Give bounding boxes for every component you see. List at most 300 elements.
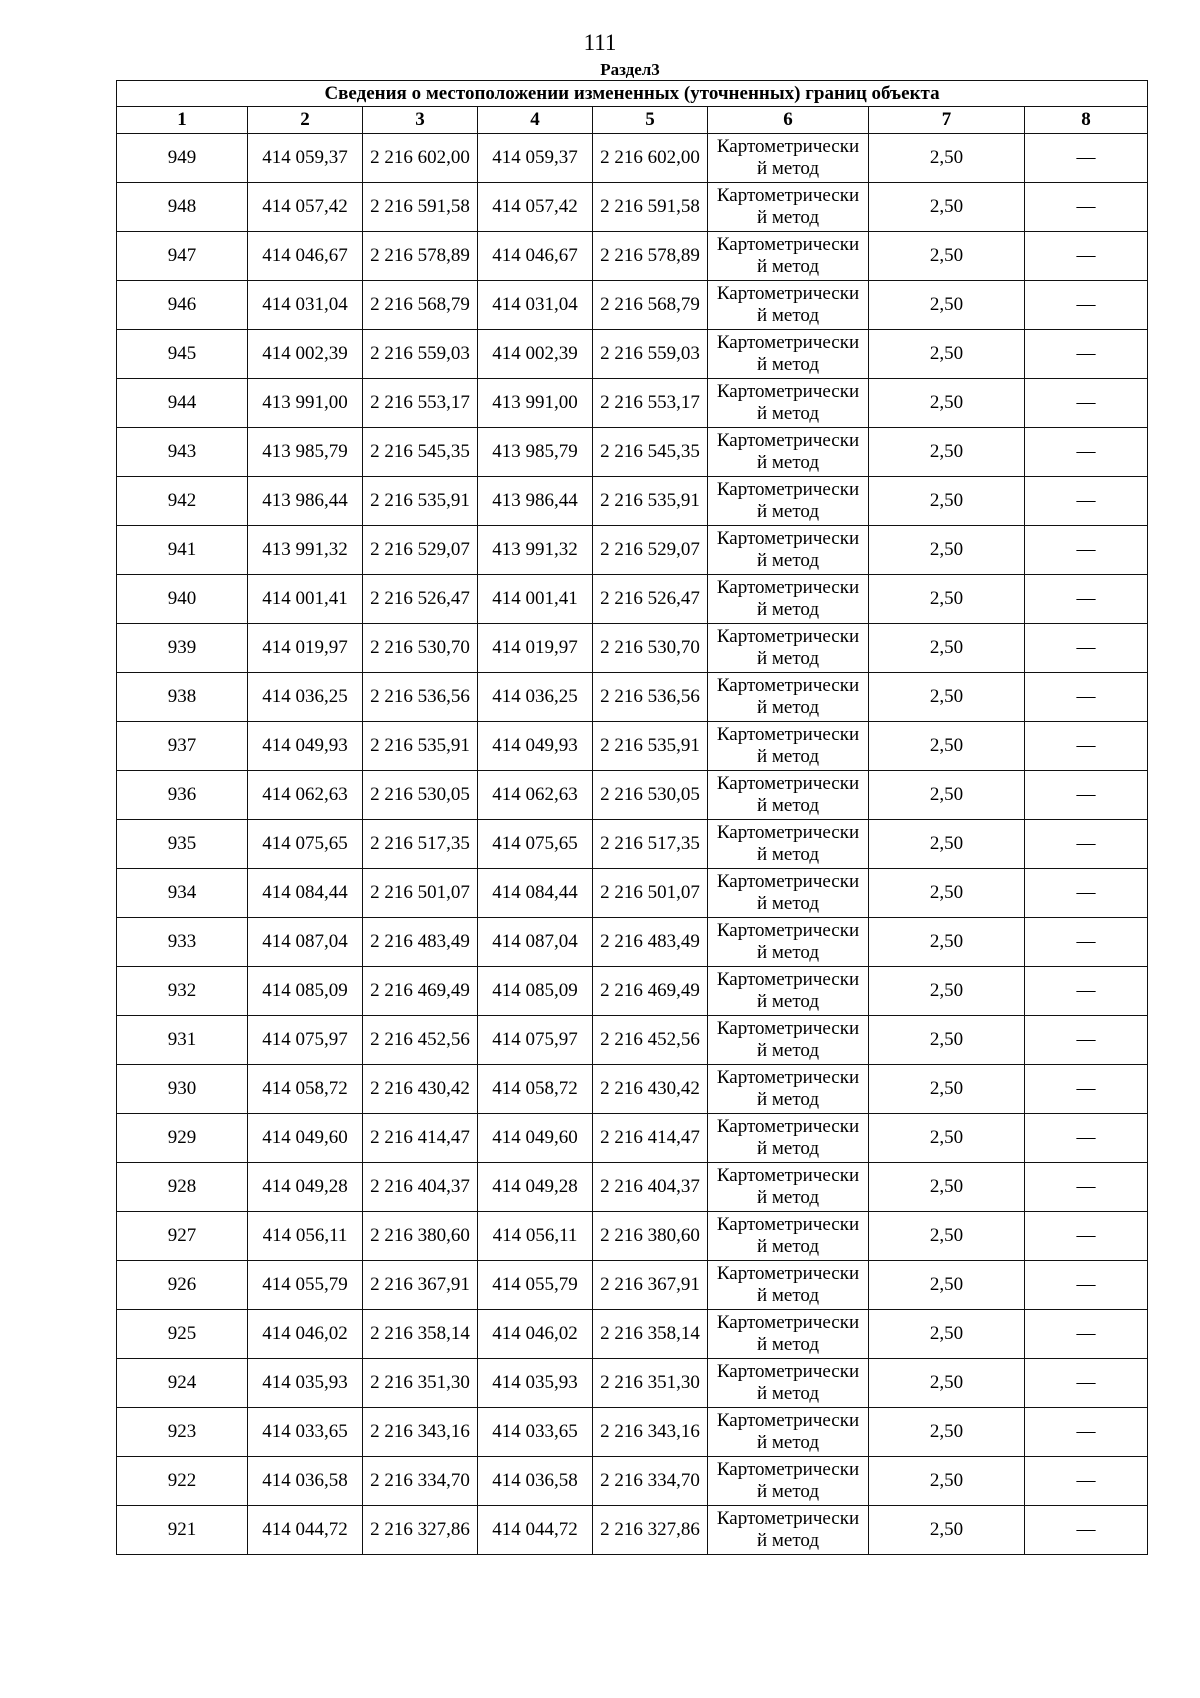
y-coordinate-cell: 2 216 535,91 — [593, 477, 708, 526]
x-coordinate-cell: 414 062,63 — [248, 771, 363, 820]
note-cell: — — [1025, 820, 1148, 869]
point-number-cell: 948 — [117, 183, 248, 232]
y-coordinate-cell: 2 216 578,89 — [363, 232, 478, 281]
x-coordinate-cell: 414 035,93 — [478, 1359, 593, 1408]
method-line: Картометрически — [716, 1165, 860, 1186]
note-cell: — — [1025, 379, 1148, 428]
method-line: Картометрически — [716, 1067, 860, 1088]
method-line: Картометрически — [716, 822, 860, 843]
note-cell: — — [1025, 1261, 1148, 1310]
method-cell — [708, 1506, 869, 1555]
method-cell — [708, 1163, 869, 1212]
table-row — [117, 428, 1148, 477]
note-cell: — — [1025, 1212, 1148, 1261]
method-line: Картометрически — [716, 675, 860, 696]
method-line: й метод — [756, 1530, 820, 1551]
y-coordinate-cell: 2 216 536,56 — [363, 673, 478, 722]
point-number-cell: 941 — [117, 526, 248, 575]
x-coordinate-cell: 414 075,97 — [478, 1016, 593, 1065]
accuracy-cell: 2,50 — [869, 232, 1025, 281]
note-cell: — — [1025, 526, 1148, 575]
method-line: Картометрически — [716, 430, 860, 451]
y-coordinate-cell: 2 216 404,37 — [363, 1163, 478, 1212]
method-line: Картометрически — [716, 1508, 860, 1529]
point-number-cell: 943 — [117, 428, 248, 477]
method-cell — [708, 1359, 869, 1408]
accuracy-cell: 2,50 — [869, 1359, 1025, 1408]
note-cell: — — [1025, 183, 1148, 232]
accuracy-cell: 2,50 — [869, 624, 1025, 673]
table-row — [117, 232, 1148, 281]
point-number-cell: 945 — [117, 330, 248, 379]
method-line: й метод — [756, 844, 820, 865]
table-row — [117, 134, 1148, 183]
y-coordinate-cell: 2 216 535,91 — [363, 477, 478, 526]
point-number-cell: 932 — [117, 967, 248, 1016]
x-coordinate-cell: 414 059,37 — [478, 134, 593, 183]
table-row — [117, 575, 1148, 624]
y-coordinate-cell: 2 216 578,89 — [593, 232, 708, 281]
accuracy-cell: 2,50 — [869, 477, 1025, 526]
method-line: Картометрически — [716, 969, 860, 990]
point-number-cell: 944 — [117, 379, 248, 428]
method-line: Картометрически — [716, 626, 860, 647]
point-number-cell: 930 — [117, 1065, 248, 1114]
note-cell: — — [1025, 624, 1148, 673]
method-cell — [708, 575, 869, 624]
method-line: й метод — [756, 256, 820, 277]
point-number-cell: 937 — [117, 722, 248, 771]
point-number-cell: 947 — [117, 232, 248, 281]
table-row — [117, 771, 1148, 820]
accuracy-cell: 2,50 — [869, 1261, 1025, 1310]
method-line: й метод — [756, 1138, 820, 1159]
y-coordinate-cell: 2 216 526,47 — [593, 575, 708, 624]
method-cell — [708, 722, 869, 771]
method-line: й метод — [756, 550, 820, 571]
table-row — [117, 183, 1148, 232]
point-number-cell: 938 — [117, 673, 248, 722]
y-coordinate-cell: 2 216 526,47 — [363, 575, 478, 624]
point-number-cell: 935 — [117, 820, 248, 869]
method-cell — [708, 1408, 869, 1457]
page-number: 111 — [583, 30, 617, 55]
y-coordinate-cell: 2 216 545,35 — [363, 428, 478, 477]
x-coordinate-cell: 414 033,65 — [478, 1408, 593, 1457]
accuracy-cell: 2,50 — [869, 1408, 1025, 1457]
x-coordinate-cell: 413 991,32 — [478, 526, 593, 575]
x-coordinate-cell: 414 085,09 — [478, 967, 593, 1016]
point-number-cell: 929 — [117, 1114, 248, 1163]
method-cell — [708, 673, 869, 722]
note-cell: — — [1025, 1065, 1148, 1114]
method-cell — [708, 1114, 869, 1163]
method-line: й метод — [756, 1334, 820, 1355]
y-coordinate-cell: 2 216 529,07 — [363, 526, 478, 575]
point-number-cell: 931 — [117, 1016, 248, 1065]
y-coordinate-cell: 2 216 591,58 — [593, 183, 708, 232]
table-row — [117, 330, 1148, 379]
accuracy-cell: 2,50 — [869, 918, 1025, 967]
y-coordinate-cell: 2 216 327,86 — [593, 1506, 708, 1555]
x-coordinate-cell: 414 075,65 — [248, 820, 363, 869]
y-coordinate-cell: 2 216 404,37 — [593, 1163, 708, 1212]
y-coordinate-cell: 2 216 334,70 — [363, 1457, 478, 1506]
y-coordinate-cell: 2 216 501,07 — [593, 869, 708, 918]
point-number-cell: 933 — [117, 918, 248, 967]
y-coordinate-cell: 2 216 343,16 — [363, 1408, 478, 1457]
x-coordinate-cell: 414 075,65 — [478, 820, 593, 869]
method-line: Картометрически — [716, 1214, 860, 1235]
table-caption-row — [117, 81, 1148, 107]
column-header: 3 — [363, 107, 478, 134]
method-cell — [708, 1212, 869, 1261]
method-line: й метод — [756, 1285, 820, 1306]
method-line: й метод — [756, 403, 820, 424]
method-line: Картометрически — [716, 1116, 860, 1137]
method-line: Картометрически — [716, 1459, 860, 1480]
x-coordinate-cell: 414 019,97 — [248, 624, 363, 673]
x-coordinate-cell: 414 084,44 — [248, 869, 363, 918]
y-coordinate-cell: 2 216 367,91 — [593, 1261, 708, 1310]
y-coordinate-cell: 2 216 501,07 — [363, 869, 478, 918]
x-coordinate-cell: 414 049,60 — [248, 1114, 363, 1163]
note-cell: — — [1025, 428, 1148, 477]
table-row — [117, 1457, 1148, 1506]
table-row — [117, 673, 1148, 722]
y-coordinate-cell: 2 216 535,91 — [363, 722, 478, 771]
method-line: й метод — [756, 795, 820, 816]
accuracy-cell: 2,50 — [869, 1310, 1025, 1359]
y-coordinate-cell: 2 216 591,58 — [363, 183, 478, 232]
y-coordinate-cell: 2 216 452,56 — [593, 1016, 708, 1065]
method-line: й метод — [756, 1432, 820, 1453]
method-line: й метод — [756, 942, 820, 963]
method-cell — [708, 967, 869, 1016]
x-coordinate-cell: 414 001,41 — [478, 575, 593, 624]
x-coordinate-cell: 414 084,44 — [478, 869, 593, 918]
table-row — [117, 526, 1148, 575]
accuracy-cell: 2,50 — [869, 134, 1025, 183]
method-line: Картометрически — [716, 1361, 860, 1382]
point-number-cell: 939 — [117, 624, 248, 673]
method-cell — [708, 771, 869, 820]
x-coordinate-cell: 413 986,44 — [248, 477, 363, 526]
point-number-cell: 942 — [117, 477, 248, 526]
note-cell: — — [1025, 1408, 1148, 1457]
x-coordinate-cell: 414 036,58 — [478, 1457, 593, 1506]
table-row — [117, 1261, 1148, 1310]
x-coordinate-cell: 414 049,93 — [248, 722, 363, 771]
column-header: 1 — [117, 107, 248, 134]
y-coordinate-cell: 2 216 559,03 — [593, 330, 708, 379]
method-cell — [708, 918, 869, 967]
accuracy-cell: 2,50 — [869, 771, 1025, 820]
x-coordinate-cell: 414 044,72 — [248, 1506, 363, 1555]
note-cell: — — [1025, 771, 1148, 820]
x-coordinate-cell: 414 002,39 — [248, 330, 363, 379]
table-row — [117, 1016, 1148, 1065]
x-coordinate-cell: 414 087,04 — [248, 918, 363, 967]
method-cell — [708, 1261, 869, 1310]
table-row — [117, 379, 1148, 428]
method-line: й метод — [756, 158, 820, 179]
x-coordinate-cell: 414 055,79 — [478, 1261, 593, 1310]
method-cell — [708, 379, 869, 428]
y-coordinate-cell: 2 216 414,47 — [593, 1114, 708, 1163]
y-coordinate-cell: 2 216 483,49 — [593, 918, 708, 967]
accuracy-cell: 2,50 — [869, 330, 1025, 379]
y-coordinate-cell: 2 216 530,05 — [363, 771, 478, 820]
x-coordinate-cell: 413 991,00 — [478, 379, 593, 428]
y-coordinate-cell: 2 216 380,60 — [363, 1212, 478, 1261]
table-header-row — [117, 107, 1148, 134]
y-coordinate-cell: 2 216 545,35 — [593, 428, 708, 477]
table-row — [117, 624, 1148, 673]
x-coordinate-cell: 414 085,09 — [248, 967, 363, 1016]
x-coordinate-cell: 414 056,11 — [248, 1212, 363, 1261]
table-row — [117, 1065, 1148, 1114]
y-coordinate-cell: 2 216 343,16 — [593, 1408, 708, 1457]
table-row — [117, 1408, 1148, 1457]
accuracy-cell: 2,50 — [869, 673, 1025, 722]
y-coordinate-cell: 2 216 334,70 — [593, 1457, 708, 1506]
y-coordinate-cell: 2 216 517,35 — [363, 820, 478, 869]
y-coordinate-cell: 2 216 568,79 — [363, 281, 478, 330]
y-coordinate-cell: 2 216 414,47 — [363, 1114, 478, 1163]
x-coordinate-cell: 414 044,72 — [478, 1506, 593, 1555]
point-number-cell: 922 — [117, 1457, 248, 1506]
method-line: й метод — [756, 1481, 820, 1502]
note-cell: — — [1025, 1310, 1148, 1359]
table-row — [117, 722, 1148, 771]
x-coordinate-cell: 414 002,39 — [478, 330, 593, 379]
x-coordinate-cell: 414 062,63 — [478, 771, 593, 820]
method-line: Картометрически — [716, 1263, 860, 1284]
accuracy-cell: 2,50 — [869, 526, 1025, 575]
y-coordinate-cell: 2 216 602,00 — [593, 134, 708, 183]
y-coordinate-cell: 2 216 351,30 — [363, 1359, 478, 1408]
method-cell — [708, 820, 869, 869]
x-coordinate-cell: 414 056,11 — [478, 1212, 593, 1261]
note-cell: — — [1025, 1114, 1148, 1163]
y-coordinate-cell: 2 216 553,17 — [363, 379, 478, 428]
note-cell: — — [1025, 869, 1148, 918]
accuracy-cell: 2,50 — [869, 183, 1025, 232]
table-row — [117, 820, 1148, 869]
method-cell — [708, 1016, 869, 1065]
note-cell: — — [1025, 281, 1148, 330]
method-cell — [708, 869, 869, 918]
note-cell: — — [1025, 1506, 1148, 1555]
table-row — [117, 1114, 1148, 1163]
table-row — [117, 281, 1148, 330]
y-coordinate-cell: 2 216 452,56 — [363, 1016, 478, 1065]
x-coordinate-cell: 414 019,97 — [478, 624, 593, 673]
method-line: й метод — [756, 746, 820, 767]
method-line: Картометрически — [716, 234, 860, 255]
method-cell — [708, 281, 869, 330]
x-coordinate-cell: 414 055,79 — [248, 1261, 363, 1310]
method-cell — [708, 232, 869, 281]
x-coordinate-cell: 414 049,93 — [478, 722, 593, 771]
method-cell — [708, 1457, 869, 1506]
y-coordinate-cell: 2 216 530,70 — [593, 624, 708, 673]
method-line: й метод — [756, 207, 820, 228]
y-coordinate-cell: 2 216 530,70 — [363, 624, 478, 673]
point-number-cell: 946 — [117, 281, 248, 330]
y-coordinate-cell: 2 216 358,14 — [593, 1310, 708, 1359]
y-coordinate-cell: 2 216 430,42 — [363, 1065, 478, 1114]
column-header: 7 — [869, 107, 1025, 134]
x-coordinate-cell: 413 985,79 — [478, 428, 593, 477]
method-line: Картометрически — [716, 871, 860, 892]
accuracy-cell: 2,50 — [869, 869, 1025, 918]
x-coordinate-cell: 414 031,04 — [478, 281, 593, 330]
accuracy-cell: 2,50 — [869, 1212, 1025, 1261]
x-coordinate-cell: 414 049,28 — [478, 1163, 593, 1212]
x-coordinate-cell: 414 075,97 — [248, 1016, 363, 1065]
method-cell — [708, 183, 869, 232]
method-line: й метод — [756, 1187, 820, 1208]
x-coordinate-cell: 413 986,44 — [478, 477, 593, 526]
y-coordinate-cell: 2 216 469,49 — [363, 967, 478, 1016]
table-row — [117, 1163, 1148, 1212]
x-coordinate-cell: 413 991,00 — [248, 379, 363, 428]
note-cell: — — [1025, 967, 1148, 1016]
point-number-cell: 925 — [117, 1310, 248, 1359]
x-coordinate-cell: 414 031,04 — [248, 281, 363, 330]
y-coordinate-cell: 2 216 536,56 — [593, 673, 708, 722]
accuracy-cell: 2,50 — [869, 379, 1025, 428]
column-header: 4 — [478, 107, 593, 134]
accuracy-cell: 2,50 — [869, 1457, 1025, 1506]
method-cell — [708, 1310, 869, 1359]
y-coordinate-cell: 2 216 535,91 — [593, 722, 708, 771]
method-line: й метод — [756, 648, 820, 669]
x-coordinate-cell: 414 059,37 — [248, 134, 363, 183]
y-coordinate-cell: 2 216 380,60 — [593, 1212, 708, 1261]
y-coordinate-cell: 2 216 559,03 — [363, 330, 478, 379]
note-cell: — — [1025, 134, 1148, 183]
method-line: Картометрически — [716, 724, 860, 745]
x-coordinate-cell: 414 046,67 — [478, 232, 593, 281]
note-cell: — — [1025, 1457, 1148, 1506]
x-coordinate-cell: 414 046,02 — [248, 1310, 363, 1359]
note-cell: — — [1025, 1016, 1148, 1065]
point-number-cell: 934 — [117, 869, 248, 918]
note-cell: — — [1025, 1359, 1148, 1408]
accuracy-cell: 2,50 — [869, 1016, 1025, 1065]
method-line: Картометрически — [716, 1018, 860, 1039]
table-caption: Сведения о местоположении измененных (уточненных) границ объекта — [117, 81, 1148, 107]
x-coordinate-cell: 414 046,02 — [478, 1310, 593, 1359]
x-coordinate-cell: 414 057,42 — [248, 183, 363, 232]
table-row — [117, 1359, 1148, 1408]
method-cell — [708, 330, 869, 379]
x-coordinate-cell: 413 985,79 — [248, 428, 363, 477]
method-line: й метод — [756, 697, 820, 718]
x-coordinate-cell: 414 036,25 — [478, 673, 593, 722]
y-coordinate-cell: 2 216 529,07 — [593, 526, 708, 575]
y-coordinate-cell: 2 216 517,35 — [593, 820, 708, 869]
x-coordinate-cell: 414 036,25 — [248, 673, 363, 722]
table-row — [117, 869, 1148, 918]
accuracy-cell: 2,50 — [869, 428, 1025, 477]
table-row — [117, 1310, 1148, 1359]
y-coordinate-cell: 2 216 469,49 — [593, 967, 708, 1016]
table-body — [117, 81, 1148, 1555]
method-line: Картометрически — [716, 136, 860, 157]
method-line: й метод — [756, 501, 820, 522]
y-coordinate-cell: 2 216 358,14 — [363, 1310, 478, 1359]
method-line: Картометрически — [716, 528, 860, 549]
x-coordinate-cell: 414 036,58 — [248, 1457, 363, 1506]
y-coordinate-cell: 2 216 327,86 — [363, 1506, 478, 1555]
note-cell: — — [1025, 722, 1148, 771]
method-line: Картометрически — [716, 381, 860, 402]
method-line: й метод — [756, 452, 820, 473]
note-cell: — — [1025, 477, 1148, 526]
x-coordinate-cell: 414 049,28 — [248, 1163, 363, 1212]
note-cell: — — [1025, 575, 1148, 624]
note-cell: — — [1025, 232, 1148, 281]
method-line: й метод — [756, 1089, 820, 1110]
note-cell: — — [1025, 673, 1148, 722]
y-coordinate-cell: 2 216 430,42 — [593, 1065, 708, 1114]
method-line: Картометрически — [716, 332, 860, 353]
y-coordinate-cell: 2 216 351,30 — [593, 1359, 708, 1408]
point-number-cell: 921 — [117, 1506, 248, 1555]
method-line: й метод — [756, 1383, 820, 1404]
table-row — [117, 477, 1148, 526]
method-line: Картометрически — [716, 577, 860, 598]
point-number-cell: 949 — [117, 134, 248, 183]
column-header: 2 — [248, 107, 363, 134]
method-cell — [708, 134, 869, 183]
x-coordinate-cell: 414 001,41 — [248, 575, 363, 624]
table-row — [117, 1506, 1148, 1555]
point-number-cell: 926 — [117, 1261, 248, 1310]
method-line: Картометрически — [716, 1410, 860, 1431]
method-line: й метод — [756, 1236, 820, 1257]
method-line: Картометрически — [716, 283, 860, 304]
method-line: й метод — [756, 599, 820, 620]
y-coordinate-cell: 2 216 530,05 — [593, 771, 708, 820]
accuracy-cell: 2,50 — [869, 722, 1025, 771]
note-cell: — — [1025, 330, 1148, 379]
method-cell — [708, 428, 869, 477]
accuracy-cell: 2,50 — [869, 281, 1025, 330]
x-coordinate-cell: 414 087,04 — [478, 918, 593, 967]
point-number-cell: 924 — [117, 1359, 248, 1408]
method-line: й метод — [756, 893, 820, 914]
table-row — [117, 918, 1148, 967]
method-cell — [708, 477, 869, 526]
method-line: й метод — [756, 354, 820, 375]
method-line: Картометрически — [716, 773, 860, 794]
section-title: Раздел3 — [600, 60, 660, 79]
method-line: й метод — [756, 1040, 820, 1061]
x-coordinate-cell: 414 049,60 — [478, 1114, 593, 1163]
method-line: Картометрически — [716, 479, 860, 500]
y-coordinate-cell: 2 216 553,17 — [593, 379, 708, 428]
x-coordinate-cell: 413 991,32 — [248, 526, 363, 575]
y-coordinate-cell: 2 216 483,49 — [363, 918, 478, 967]
accuracy-cell: 2,50 — [869, 1163, 1025, 1212]
point-number-cell: 923 — [117, 1408, 248, 1457]
method-line: Картометрически — [716, 185, 860, 206]
